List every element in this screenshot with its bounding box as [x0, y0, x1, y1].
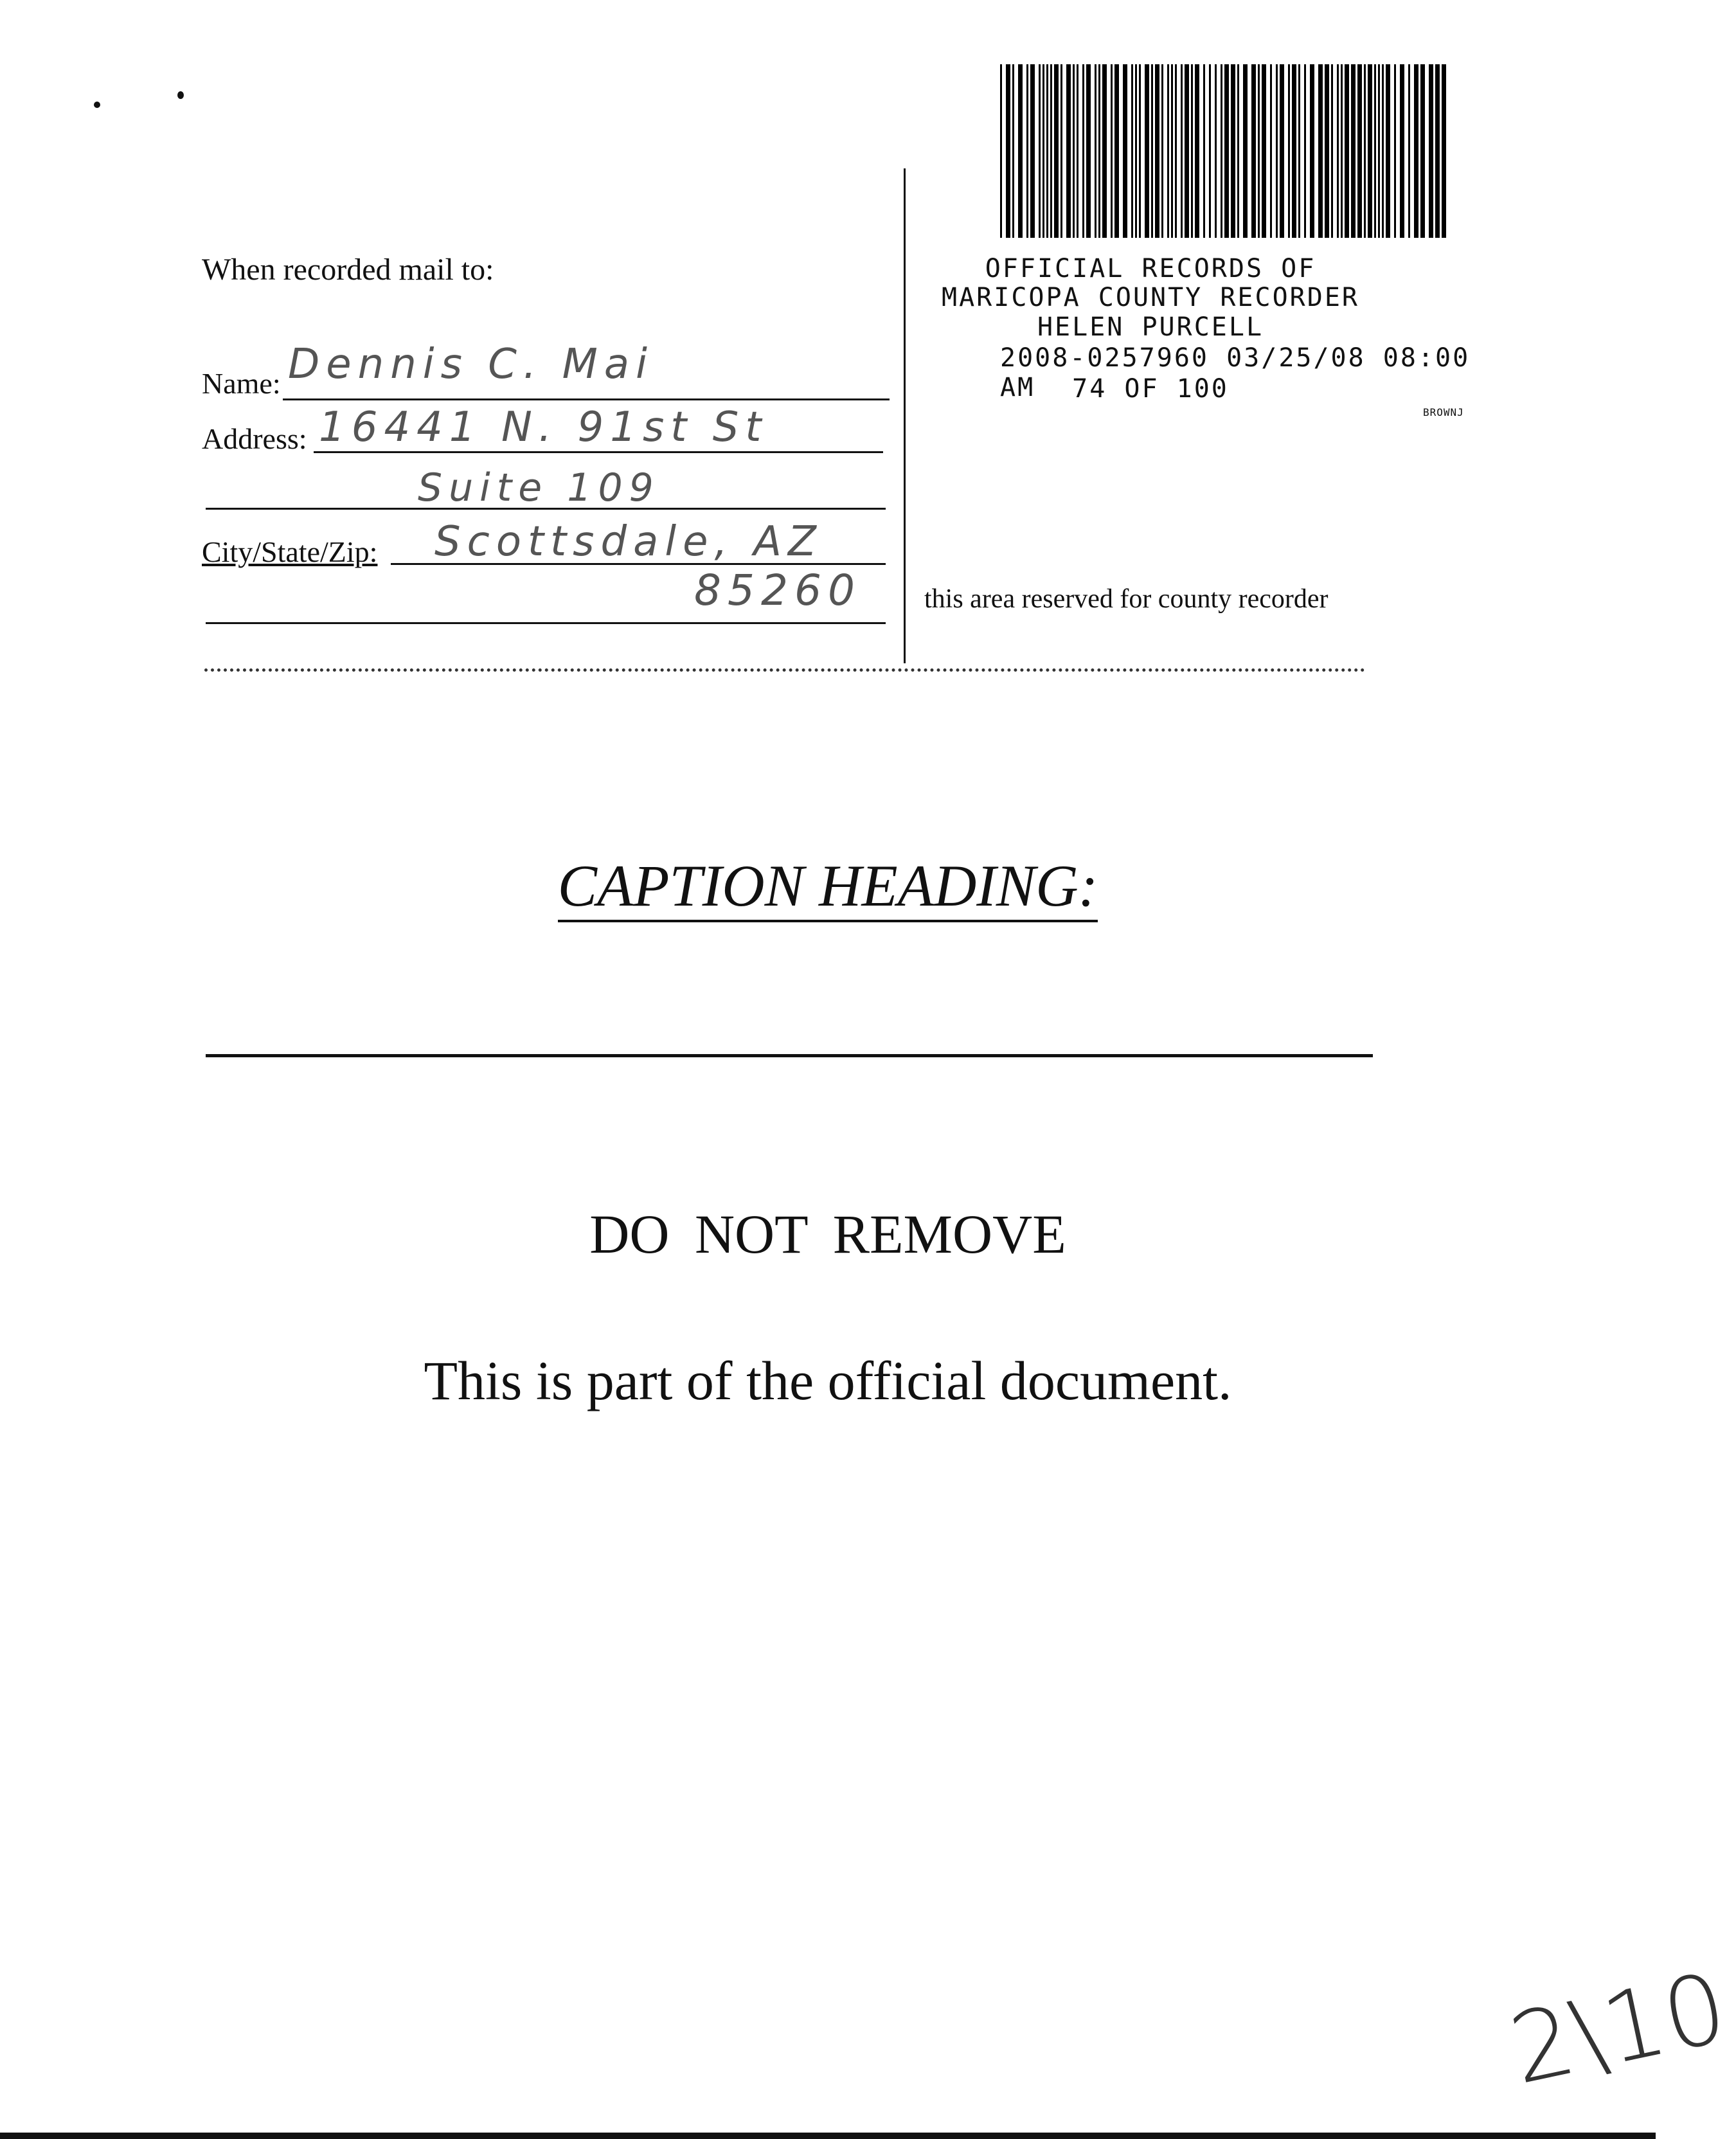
barcode-bar: [1123, 64, 1127, 238]
barcode-bar: [1345, 64, 1349, 238]
name-label: Name:: [202, 367, 281, 400]
barcode-bar: [1175, 64, 1177, 238]
column-divider: [904, 168, 906, 663]
recorder-line-2: MARICOPA COUNTY RECORDER: [942, 283, 1359, 312]
barcode-bar: [1077, 64, 1078, 238]
barcode-bar: [1341, 64, 1343, 238]
caption-line: [206, 1054, 1373, 1057]
barcode-bar: [1357, 64, 1362, 238]
barcode-bar: [1280, 64, 1284, 238]
recorder-clerk: BROWNJ: [1423, 406, 1464, 418]
scan-speck: [94, 102, 100, 108]
address-label: Address:: [202, 422, 307, 455]
barcode-bar: [1237, 64, 1239, 238]
official-document-notice: This is part of the official document.: [424, 1350, 1232, 1411]
barcode-bar: [1262, 64, 1266, 238]
barcode-bar: [1191, 64, 1193, 238]
address-line: [314, 451, 883, 453]
barcode-bar: [1114, 64, 1119, 238]
barcode-bar: [1095, 64, 1096, 238]
city-state-zip-label: City/State/Zip:: [202, 535, 378, 568]
barcode-bar: [1098, 64, 1100, 238]
barcode-bar: [1046, 64, 1048, 238]
barcode-bar: [1400, 64, 1404, 238]
barcode-bar: [1414, 64, 1418, 238]
barcode-bar: [1145, 64, 1149, 238]
barcode-bar: [1151, 64, 1153, 238]
barcode-bar: [1131, 64, 1133, 238]
address-line2-handwritten: Suite 109: [418, 465, 660, 510]
barcode-bar: [1435, 64, 1440, 238]
zip-line: [206, 622, 886, 624]
barcode-bar: [1408, 64, 1410, 238]
barcode-bar: [1181, 64, 1183, 238]
city-handwritten: Scottsdale, AZ: [434, 518, 823, 566]
barcode-bar: [1215, 64, 1217, 238]
barcode-bar: [1337, 64, 1339, 238]
barcode-bar: [1351, 64, 1356, 238]
recorder-line-3: HELEN PURCELL: [1037, 312, 1264, 342]
address-handwritten: 16441 N. 91st St: [319, 404, 768, 451]
do-not-remove-notice: DO NOT REMOVE: [589, 1203, 1066, 1265]
recorder-line-1: OFFICIAL RECORDS OF: [985, 254, 1316, 283]
name-line: [283, 398, 890, 400]
barcode-bar: [1000, 64, 1002, 238]
barcode-bar: [1368, 64, 1372, 238]
barcode-bar: [1221, 64, 1222, 238]
barcode-bar: [1292, 64, 1296, 238]
zip-handwritten: 85260: [694, 566, 861, 615]
caption-heading: CAPTION HEADING:: [0, 852, 1656, 920]
barcode-bar: [1135, 64, 1137, 238]
barcode-bar: [1325, 64, 1329, 238]
barcode-bar: [1026, 64, 1028, 238]
barcode-bar: [1006, 64, 1010, 238]
barcode-bar: [1012, 64, 1014, 238]
margin-handwritten-note: 2\10: [1501, 1951, 1736, 2107]
barcode-bar: [1420, 64, 1425, 238]
barcode-bar: [1209, 64, 1211, 238]
barcode-bar: [1054, 64, 1059, 238]
barcode-bar: [1161, 64, 1163, 238]
barcode-bar: [1050, 64, 1052, 238]
scan-bottom-edge: [0, 2133, 1656, 2139]
scan-speck: [177, 91, 184, 99]
barcode-bar: [1185, 64, 1189, 238]
barcode-bar: [1364, 64, 1366, 238]
city-line: [391, 563, 886, 565]
barcode-bar: [1060, 64, 1062, 238]
barcode-bar: [1102, 64, 1107, 238]
barcode-bar: [1167, 64, 1169, 238]
barcode-bar: [1429, 64, 1433, 238]
reserved-area-note: this area reserved for county recorder: [924, 584, 1329, 614]
barcode-bar: [1251, 64, 1256, 238]
barcode-bar: [1243, 64, 1248, 238]
barcode-bar: [1224, 64, 1229, 238]
barcode-bar: [1073, 64, 1075, 238]
barcode-bar: [1270, 64, 1272, 238]
barcode-bar: [1382, 64, 1384, 238]
barcode-bar: [1042, 64, 1044, 238]
barcode-bar: [1066, 64, 1071, 238]
barcode-bar: [1298, 64, 1300, 238]
barcode-bar: [1086, 64, 1091, 238]
barcode-bar: [1386, 64, 1390, 238]
barcode-bar: [1318, 64, 1323, 238]
barcode-bar: [1171, 64, 1173, 238]
barcode-bar: [1082, 64, 1084, 238]
barcode-bar: [1030, 64, 1035, 238]
barcode-bar: [1258, 64, 1260, 238]
name-handwritten: Dennis C. Mai: [288, 341, 654, 388]
recorder-line-4: 2008-0257960 03/25/08 08:00 AM: [1000, 343, 1471, 402]
barcode-bar: [1304, 64, 1306, 238]
barcode-bar: [1139, 64, 1141, 238]
dotted-separator: [204, 668, 1365, 672]
barcode-bar: [1203, 64, 1205, 238]
barcode-bar: [1195, 64, 1199, 238]
barcode-bar: [1231, 64, 1235, 238]
mail-to-heading: When recorded mail to:: [202, 253, 494, 287]
barcode-bar: [1378, 64, 1380, 238]
barcode-bar: [1288, 64, 1290, 238]
barcode-bar: [1310, 64, 1314, 238]
barcode-bar: [1442, 64, 1446, 238]
barcode-bar: [1039, 64, 1041, 238]
barcode-bar: [1394, 64, 1396, 238]
barcode-bar: [1331, 64, 1333, 238]
barcode-bar: [1155, 64, 1159, 238]
barcode-bar: [1276, 64, 1278, 238]
barcode-bar: [1374, 64, 1376, 238]
barcode-bar: [1018, 64, 1023, 238]
barcode-bar: [1111, 64, 1113, 238]
barcode: [1000, 64, 1450, 238]
address-line2: [206, 508, 886, 510]
recorder-line-5: 74 OF 100: [1072, 374, 1229, 404]
